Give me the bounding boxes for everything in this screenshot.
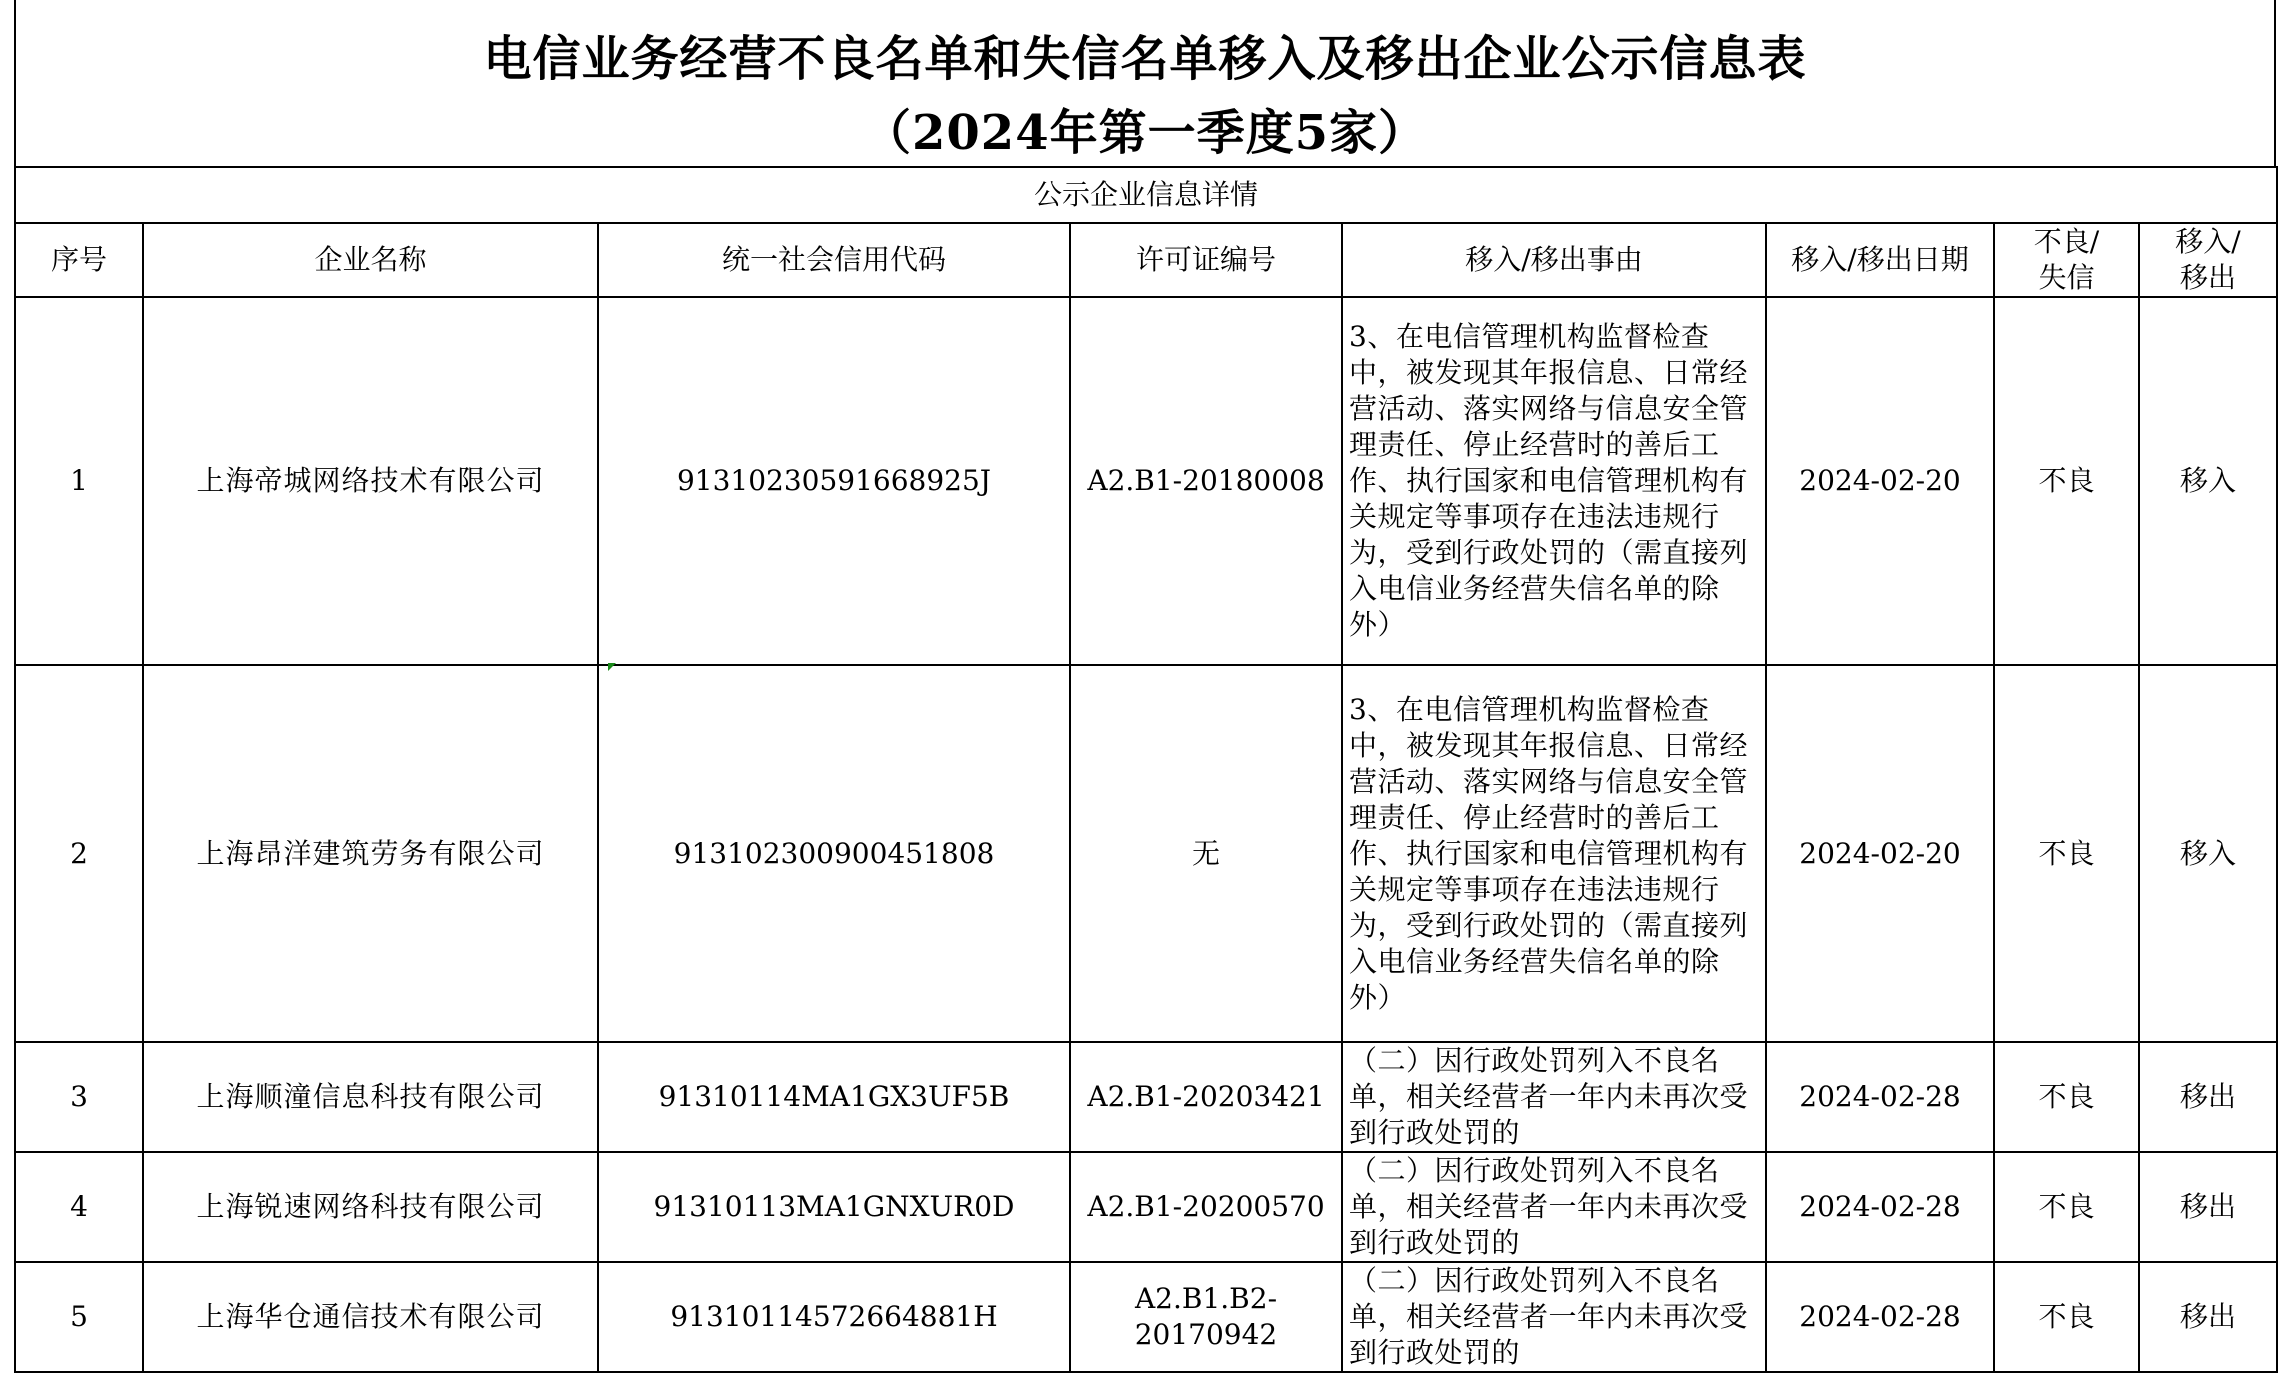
- cell-action[interactable]: 移入: [2139, 297, 2277, 665]
- cell-reason[interactable]: 3、在电信管理机构监督检查中，被发现其年报信息、日常经营活动、落实网络与信息安全管理责任、停止经营时的善后工作、执行国家和电信管理机构有关规定等事项存在违法违规行为，受到行政处罚的（需直接列入电信业务经营失信名单的除外）: [1342, 297, 1766, 665]
- cell-date[interactable]: 2024-02-20: [1766, 665, 1994, 1042]
- company-table: [14, 166, 2278, 1373]
- cell-company[interactable]: 上海昂洋建筑劳务有限公司: [143, 665, 598, 1042]
- cell-action[interactable]: 移入: [2139, 665, 2277, 1042]
- header-company[interactable]: 企业名称: [143, 223, 598, 297]
- cell-company[interactable]: 上海帝城网络技术有限公司: [143, 297, 598, 665]
- header-action-line2: 移出: [2180, 261, 2237, 294]
- section-header[interactable]: 公示企业信息详情: [15, 167, 2277, 223]
- table-row: [15, 1042, 2277, 1152]
- cell-date[interactable]: 2024-02-20: [1766, 297, 1994, 665]
- table-row: [15, 665, 2277, 1042]
- cell-company[interactable]: 上海锐速网络科技有限公司: [143, 1152, 598, 1262]
- cell-reason[interactable]: 3、在电信管理机构监督检查中，被发现其年报信息、日常经营活动、落实网络与信息安全管理责任、停止经营时的善后工作、执行国家和电信管理机构有关规定等事项存在违法违规行为，受到行政处罚的（需直接列入电信业务经营失信名单的除外）: [1342, 665, 1766, 1042]
- cell-credit-code[interactable]: 91310230591668925J: [598, 297, 1070, 665]
- cell-credit-code[interactable]: 91310113MA1GNXUR0D: [598, 1152, 1070, 1262]
- column-header-row: [15, 223, 2277, 297]
- table-row: [15, 1262, 2277, 1372]
- cell-index[interactable]: 3: [15, 1042, 143, 1152]
- header-type[interactable]: [1994, 223, 2139, 297]
- cell-reason[interactable]: （二）因行政处罚列入不良名单，相关经营者一年内未再次受到行政处罚的: [1342, 1262, 1766, 1372]
- cell-reason[interactable]: （二）因行政处罚列入不良名单，相关经营者一年内未再次受到行政处罚的: [1342, 1042, 1766, 1152]
- cell-date[interactable]: 2024-02-28: [1766, 1042, 1994, 1152]
- cell-index[interactable]: 5: [15, 1262, 143, 1372]
- cell-license[interactable]: A2.B1-20203421: [1070, 1042, 1342, 1152]
- cell-index[interactable]: 4: [15, 1152, 143, 1262]
- title-block: [14, 0, 2276, 166]
- cell-date[interactable]: 2024-02-28: [1766, 1152, 1994, 1262]
- cell-company[interactable]: 上海顺潼信息科技有限公司: [143, 1042, 598, 1152]
- header-type-line2: 失信: [2038, 261, 2095, 294]
- cell-index[interactable]: 1: [15, 297, 143, 665]
- cell-action[interactable]: 移出: [2139, 1042, 2277, 1152]
- header-credit-code[interactable]: 统一社会信用代码: [598, 223, 1070, 297]
- spreadsheet: [14, 0, 2276, 1370]
- cell-license[interactable]: A2.B1-20200570: [1070, 1152, 1342, 1262]
- cell-type[interactable]: 不良: [1994, 1042, 2139, 1152]
- cell-license[interactable]: 无: [1070, 665, 1342, 1042]
- cell-action[interactable]: 移出: [2139, 1262, 2277, 1372]
- table-row: [15, 297, 2277, 665]
- header-action[interactable]: [2139, 223, 2277, 297]
- cell-reason[interactable]: （二）因行政处罚列入不良名单，相关经营者一年内未再次受到行政处罚的: [1342, 1152, 1766, 1262]
- cell-type[interactable]: 不良: [1994, 1262, 2139, 1372]
- cell-license[interactable]: A2.B1-20180008: [1070, 297, 1342, 665]
- cell-credit-code[interactable]: 91310114572664881H: [598, 1262, 1070, 1372]
- cell-company[interactable]: 上海华仓通信技术有限公司: [143, 1262, 598, 1372]
- document-title: 电信业务经营不良名单和失信名单移入及移出企业公示信息表: [483, 31, 1807, 87]
- document-subtitle: （2024年第一季度5家）: [863, 105, 1427, 161]
- cell-credit-code[interactable]: 91310114MA1GX3UF5B: [598, 1042, 1070, 1152]
- table-row: [15, 1152, 2277, 1262]
- header-license[interactable]: 许可证编号: [1070, 223, 1342, 297]
- cell-action[interactable]: 移出: [2139, 1152, 2277, 1262]
- cell-type[interactable]: 不良: [1994, 297, 2139, 665]
- header-index[interactable]: 序号: [15, 223, 143, 297]
- header-action-line1: 移入/: [2175, 225, 2241, 258]
- header-date[interactable]: 移入/移出日期: [1766, 223, 1994, 297]
- cell-type[interactable]: 不良: [1994, 1152, 2139, 1262]
- cell-license[interactable]: A2.B1.B2-20170942: [1070, 1262, 1342, 1372]
- section-header-row: [15, 167, 2277, 223]
- header-type-line1: 不良/: [2033, 225, 2100, 258]
- cell-date[interactable]: 2024-02-28: [1766, 1262, 1994, 1372]
- header-reason[interactable]: 移入/移出事由: [1342, 223, 1766, 297]
- cell-index[interactable]: 2: [15, 665, 143, 1042]
- cell-credit-code[interactable]: 913102300900451808: [598, 665, 1070, 1042]
- cell-comment-indicator-icon: [608, 663, 616, 671]
- cell-type[interactable]: 不良: [1994, 665, 2139, 1042]
